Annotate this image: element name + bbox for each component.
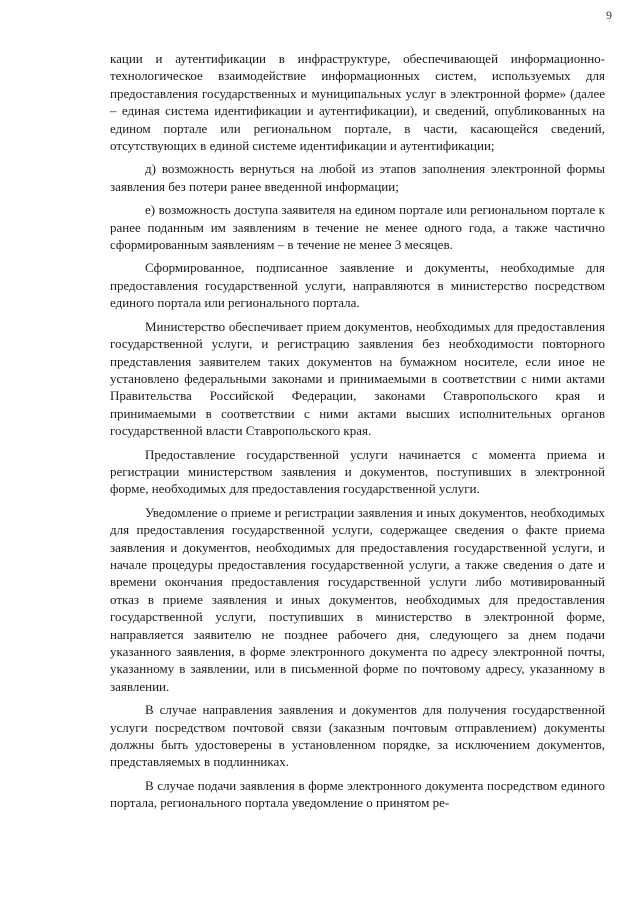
paragraph-8: В случае направления заявления и документов для получения государственной услуги посредством почтовой связи (заказным почтовым отправлением) документы должны быть удостоверены в установленном порядке, за исключением документов, представляемых в подлинниках. [110,702,605,770]
paragraph-3: е) возможность доступа заявителя на едином портале или региональном портале к ранее поданным им заявлениям в течение не менее одного года, а также частично сформированным заявлениям – в течение не менее 3 месяцев. [110,202,605,253]
paragraph-2: д) возможность вернуться на любой из этапов заполнения электронной формы заявления без потери ранее введенной информации; [110,161,605,194]
paragraph-4: Сформированное, подписанное заявление и документы, необходимые для предоставления государственной услуги, направляются в министерство посредством единого портала или регионального портала. [110,260,605,311]
paragraph-9: В случае подачи заявления в форме электронного документа посредством единого портала, регионального портала уведомление о принятом ре- [110,777,605,811]
page-number: 9 [606,8,612,22]
paragraph-7: Уведомление о приеме и регистрации заявления и иных документов, необходимых для предоставления государственной услуги, содержащее сведения о факте приема заявления и документов, необходимых для предоставления государственной услуги, и начале процедуры предоставления государственной услуги, а также сведения о дате и времени окончания предоставления государственной услуги либо мотивированный отказ в приеме заявления и иных документов, необходимых для предоставления государственной услуги, поступивших в министерство в электронной форме, направляется заявителю не позднее рабочего дня, следующего за днем подачи указанного заявления, в форме электронного документа по адресу электронной почты, указанному в заявлении, или в письменной форме по почтовому адресу, указанному в заявлении. [110,504,605,694]
paragraph-1: кации и аутентификации в инфраструктуре, обеспечивающей информационно-технологическое взаимодействие информационных систем, используемых для предоставления государственных и муниципальных услуг в электронной форме» (далее – единая система идентификации и аутентификации), и сведений, опубликованных на едином портале или региональном портале, в части, касающейся сведений, отсутствующих в единой системе идентификации и аутентификации; [110,51,605,154]
paragraph-6: Предоставление государственной услуги начинается с момента приема и регистрации министерством заявления и документов, поступивших в электронной форме, необходимых для предоставления государственной услуги. [110,446,605,497]
document-body [110,50,605,818]
paragraph-5: Министерство обеспечивает прием документов, необходимых для предоставления государственной услуги, и регистрацию заявления без необходимости повторного представления заявителем таких документов на бумажном носителе, если иное не установлено федеральными законами и принимаемыми в соответствии с ними актами Правительства Российской Федерации, законами Ставропольского края и принимаемыми в соответствии с ними актами высших исполнительных органов государственной власти Ставропольского края. [110,318,605,439]
